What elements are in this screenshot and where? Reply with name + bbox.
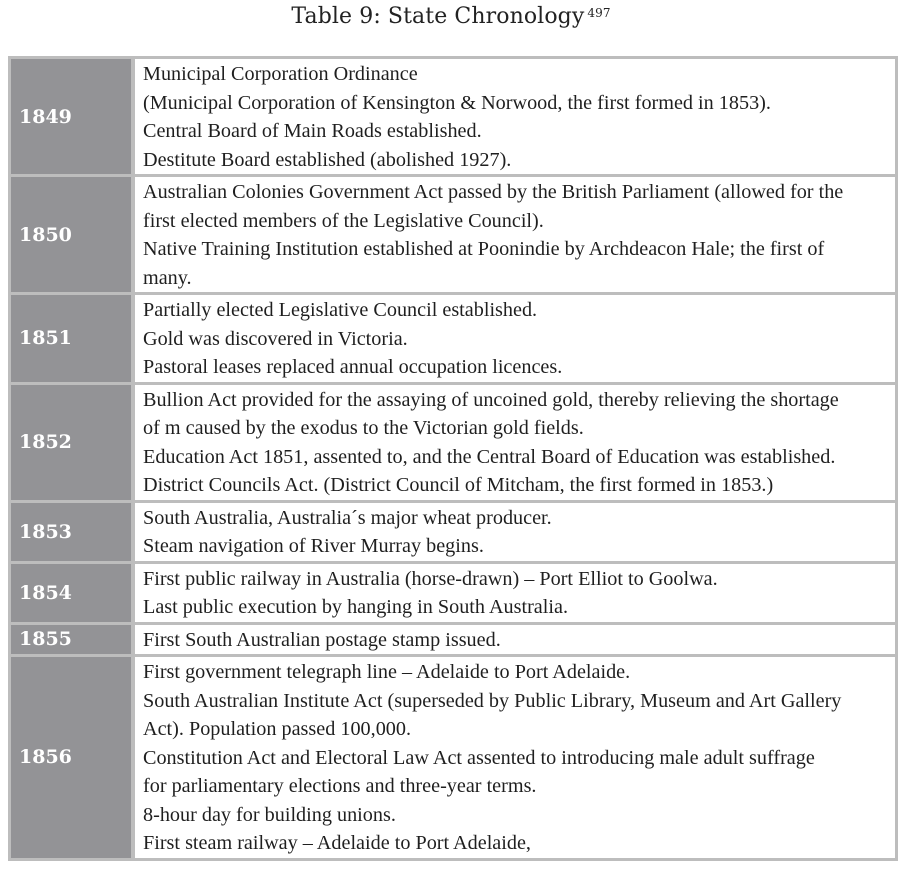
event-line: District Councils Act. (District Council of Mitcham, the first formed in 1853.): [143, 474, 774, 496]
event-line: (Municipal Corporation of Kensington & Norwood, the first formed in 1853).: [143, 91, 771, 114]
event-line: Act). Population passed 100,000.: [143, 718, 412, 740]
year-cell: 1855: [11, 625, 131, 655]
table-row: [11, 564, 898, 622]
year-cell: 1856: [11, 657, 131, 858]
footnote-marker: 497: [587, 6, 611, 20]
table-row: [11, 59, 898, 174]
year-cell: 1851: [11, 295, 131, 382]
table-title: [0, 4, 902, 29]
event-line: First public railway in Australia (horse-drawn) – Port Elliot to Goolwa.: [143, 567, 718, 590]
events-cell: [135, 385, 895, 500]
table-row: [11, 625, 898, 655]
event-line: Partially elected Legislative Council established.: [143, 299, 538, 321]
event-line: Bullion Act provided for the assaying of uncoined gold, thereby relieving the shortage: [143, 388, 839, 411]
year-cell: 1853: [11, 503, 131, 561]
events-cell: [135, 625, 895, 655]
event-line: South Australia, Australia´s major wheat producer.: [143, 506, 552, 529]
event-line: Municipal Corporation Ordinance: [143, 63, 418, 85]
table-row: [11, 503, 898, 561]
year-cell: 1850: [11, 177, 131, 292]
event-line: Pastoral leases replaced annual occupation licences.: [143, 356, 563, 378]
event-line: Gold was discovered in Victoria.: [143, 327, 408, 350]
year-cell: 1854: [11, 564, 131, 622]
event-line: Last public execution by hanging in South Australia.: [143, 596, 568, 618]
events-cell: [135, 503, 895, 561]
event-line: First government telegraph line – Adelaide to Port Adelaide.: [143, 661, 631, 683]
event-line: Constitution Act and Electoral Law Act assented to introducing male adult suffrage: [143, 746, 815, 769]
events-cell: [135, 177, 895, 292]
event-line: South Australian Institute Act (superseded by Public Library, Museum and Art Gallery: [143, 689, 842, 712]
table-row: [11, 295, 898, 382]
event-line: Education Act 1851, assented to, and the Central Board of Education was established.: [143, 445, 836, 468]
events-cell: [135, 657, 895, 858]
events-cell: [135, 59, 895, 174]
event-line: First steam railway – Adelaide to Port Adelaide,: [143, 832, 531, 854]
event-line: Destitute Board established (abolished 1927).: [143, 148, 512, 171]
event-line: many.: [143, 266, 192, 289]
events-cell: [135, 564, 895, 622]
event-line: First South Australian postage stamp issued.: [143, 628, 501, 651]
event-line: Central Board of Main Roads established.: [143, 120, 482, 142]
table-row: [11, 385, 898, 500]
event-line: 8-hour day for building unions.: [143, 803, 396, 826]
event-line: Australian Colonies Government Act passed by the British Parliament (allowed for the: [143, 181, 844, 203]
table-title-text: Table 9: State Chronology: [291, 4, 585, 29]
year-cell: 1852: [11, 385, 131, 500]
event-line: of m caused by the exodus to the Victorian gold fields.: [143, 417, 584, 439]
event-line: Steam navigation of River Murray begins.: [143, 535, 484, 557]
year-cell: 1849: [11, 59, 131, 174]
event-line: for parliamentary elections and three-year terms.: [143, 775, 537, 797]
table-row: [11, 657, 898, 858]
event-line: Native Training Institution established at Poonindie by Archdeacon Hale; the first of: [143, 238, 825, 260]
chronology-table: [8, 56, 898, 861]
table-row: [11, 177, 898, 292]
event-line: first elected members of the Legislative Council).: [143, 209, 544, 232]
events-cell: [135, 295, 895, 382]
